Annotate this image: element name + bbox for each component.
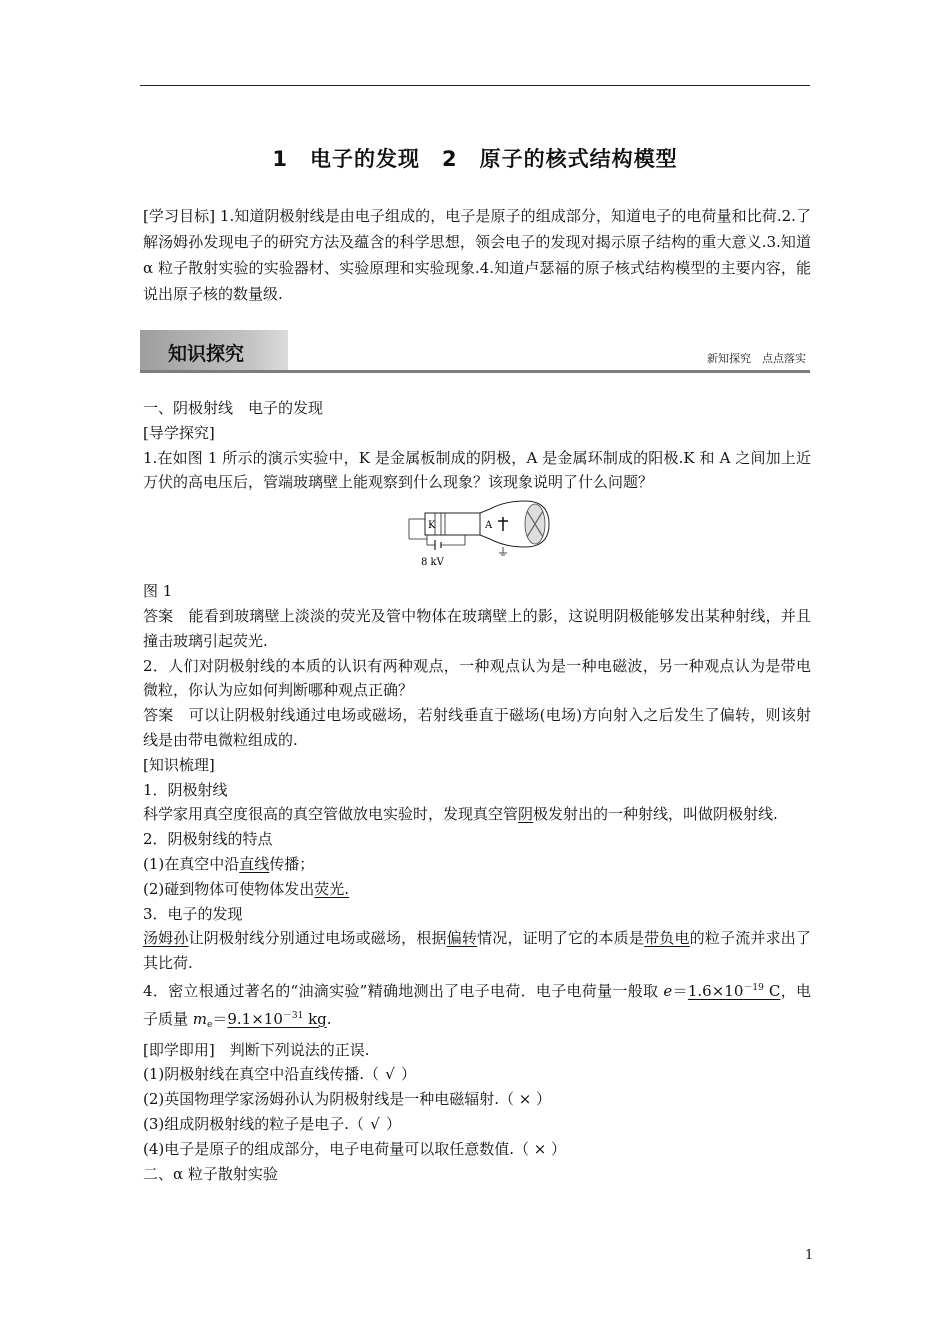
k4-eq2: ＝ <box>212 1009 228 1028</box>
k4-mass-unit: kg <box>303 1009 327 1028</box>
k3-blank2: 偏转 <box>446 929 478 948</box>
page-number: 1 <box>805 1248 814 1263</box>
answer-1: 答案 能看到玻璃壁上淡淡的荧光及管中物体在玻璃壁上的影，这说明阴极能够发出某种射线，并且撞击玻璃引起荧光. <box>143 606 811 650</box>
k4-mass-exp: －31 <box>282 1010 304 1021</box>
k4-pre: 4．密立根通过著名的“油滴实验”精确地测出了电子电荷．电子电荷量一般取 <box>143 981 664 1000</box>
item-close: ） <box>401 1065 417 1084</box>
practice-item <box>143 1062 811 1087</box>
item-close: ） <box>551 1139 567 1158</box>
question-2: 2．人们对阴极射线的本质的认识有两种观点，一种观点认为是一种电磁波，另一种观点认为是带电微粒，你认为应如何判断哪种观点正确？ <box>143 656 811 700</box>
k4-mid: ，电子质量 <box>143 981 811 1028</box>
cross-mark: × <box>533 1139 547 1158</box>
knowledge-3-text <box>143 926 811 976</box>
k3-mid2: 情况，证明了它的本质是 <box>477 929 645 948</box>
k4-eq: ＝ <box>672 981 688 1000</box>
main-content <box>143 396 811 1186</box>
item-close: ） <box>536 1090 552 1109</box>
banner-subtitle: 新知探究 点点落实 <box>707 352 806 365</box>
knowledge-1-title: 1．阴极射线 <box>143 780 228 799</box>
cathode-ray-tube-diagram <box>405 499 555 577</box>
k4-charge-exp: －19 <box>743 982 764 993</box>
practice-label: [即学即用] 判断下列说法的正误. <box>143 1040 370 1059</box>
knowledge-2b <box>143 877 811 902</box>
knowledge-1-text <box>143 802 811 827</box>
section1-heading: 一、阴极射线 电子的发现 <box>143 399 324 417</box>
k3-post: 的粒子流并求出了其比荷. <box>143 929 811 973</box>
k1-post: 极发射出的一种射线，叫做阴极射线. <box>533 805 778 824</box>
summary-label: [知识梳理] <box>143 755 215 774</box>
label-k: K <box>428 520 436 532</box>
k3-blank3: 带负电 <box>644 929 690 948</box>
k4-mass-base: 9.1×10 <box>227 1009 283 1028</box>
k4-charge-base: 1.6×10 <box>687 981 744 1000</box>
k4-end: . <box>326 1009 332 1028</box>
knowledge-2a <box>143 852 811 877</box>
k2a-blank: 直线 <box>239 854 270 873</box>
label-voltage: 8 kV <box>421 557 444 569</box>
knowledge-2-title: 2．阴极射线的特点 <box>143 830 273 849</box>
k4-m: m <box>192 1009 208 1028</box>
item-text: (4)电子是原子的组成部分，电子电荷量可以取任意数值.（ <box>143 1139 530 1158</box>
k3-blank1: 汤姆孙 <box>143 929 189 948</box>
item-close: ） <box>386 1114 402 1133</box>
knowledge-4-text <box>143 976 811 1038</box>
k2b-pre: (2)碰到物体可使物体发出 <box>143 879 315 898</box>
k2a-pre: (1)在真空中沿 <box>143 854 240 873</box>
page-title: 1 电子的发现 2 原子的核式结构模型 <box>272 147 678 171</box>
check-mark: √ <box>370 1114 380 1133</box>
k4-charge-unit: C <box>763 981 781 1000</box>
figure-caption: 图 1 <box>143 582 173 601</box>
learning-objectives: [学习目标] 1.知道阴极射线是由电子组成的，电子是原子的组成部分，知道电子的电荷量和比荷.2.了解汤姆孙发现电子的研究方法及蕴含的科学思想，领会电子的发现对揭示原子结构的重大意义.3.知道 α 粒子散射实验的实验器材、实验原理和实验现象.4.知道卢瑟福的原子核式结构模型的主要内容，能说出原子核的数量级. <box>143 207 811 303</box>
guide-label: [导学探究] <box>143 423 215 442</box>
practice-item <box>143 1112 811 1137</box>
k4-m-sub: e <box>207 1019 213 1030</box>
k2a-post: 传播； <box>269 854 315 873</box>
question-1: 1.在如图 1 所示的演示实验中，K 是金属板制成的阴极，A 是金属环制成的阳极.K 和 A 之间加上近万伏的高电压后，管端玻璃壁上能观察到什么现象？该现象说明了什么问题？ <box>143 448 811 492</box>
banner-title: 知识探究 <box>168 343 245 365</box>
cross-mark: × <box>518 1090 532 1109</box>
label-a: A <box>485 520 493 532</box>
k4-charge <box>688 982 781 1000</box>
item-text: (3)组成阴极射线的粒子是电子.（ <box>143 1114 365 1133</box>
knowledge-3-title: 3．电子的发现 <box>143 904 243 923</box>
figure-1 <box>143 499 811 577</box>
k4-mass <box>227 1010 326 1028</box>
section2-heading: 二、α 粒子散射实验 <box>143 1164 278 1183</box>
item-text: (2)英国物理学家汤姆孙认为阴极射线是一种电磁辐射.（ <box>143 1090 515 1109</box>
item-text: (1)阴极射线在真空中沿直线传播.（ <box>143 1065 380 1084</box>
k2b-blank: 荧光. <box>314 879 350 898</box>
banner-line <box>140 370 810 373</box>
k4-e: e <box>663 981 673 1000</box>
k1-blank: 阴 <box>518 805 534 824</box>
k1-pre: 科学家用真空度很高的真空管做放电实验时，发现真空管 <box>143 805 519 824</box>
check-mark: √ <box>385 1065 395 1084</box>
section-banner <box>140 330 810 374</box>
practice-item <box>143 1087 811 1112</box>
answer-2: 答案 可以让阴极射线通过电场或磁场，若射线垂直于磁场(电场)方向射入之后发生了偏转，则该射线是由带电微粒组成的. <box>143 706 811 749</box>
k3-mid1: 让阴极射线分别通过电场或磁场，根据 <box>188 929 447 948</box>
practice-item <box>143 1137 811 1162</box>
top-rule <box>140 85 810 86</box>
